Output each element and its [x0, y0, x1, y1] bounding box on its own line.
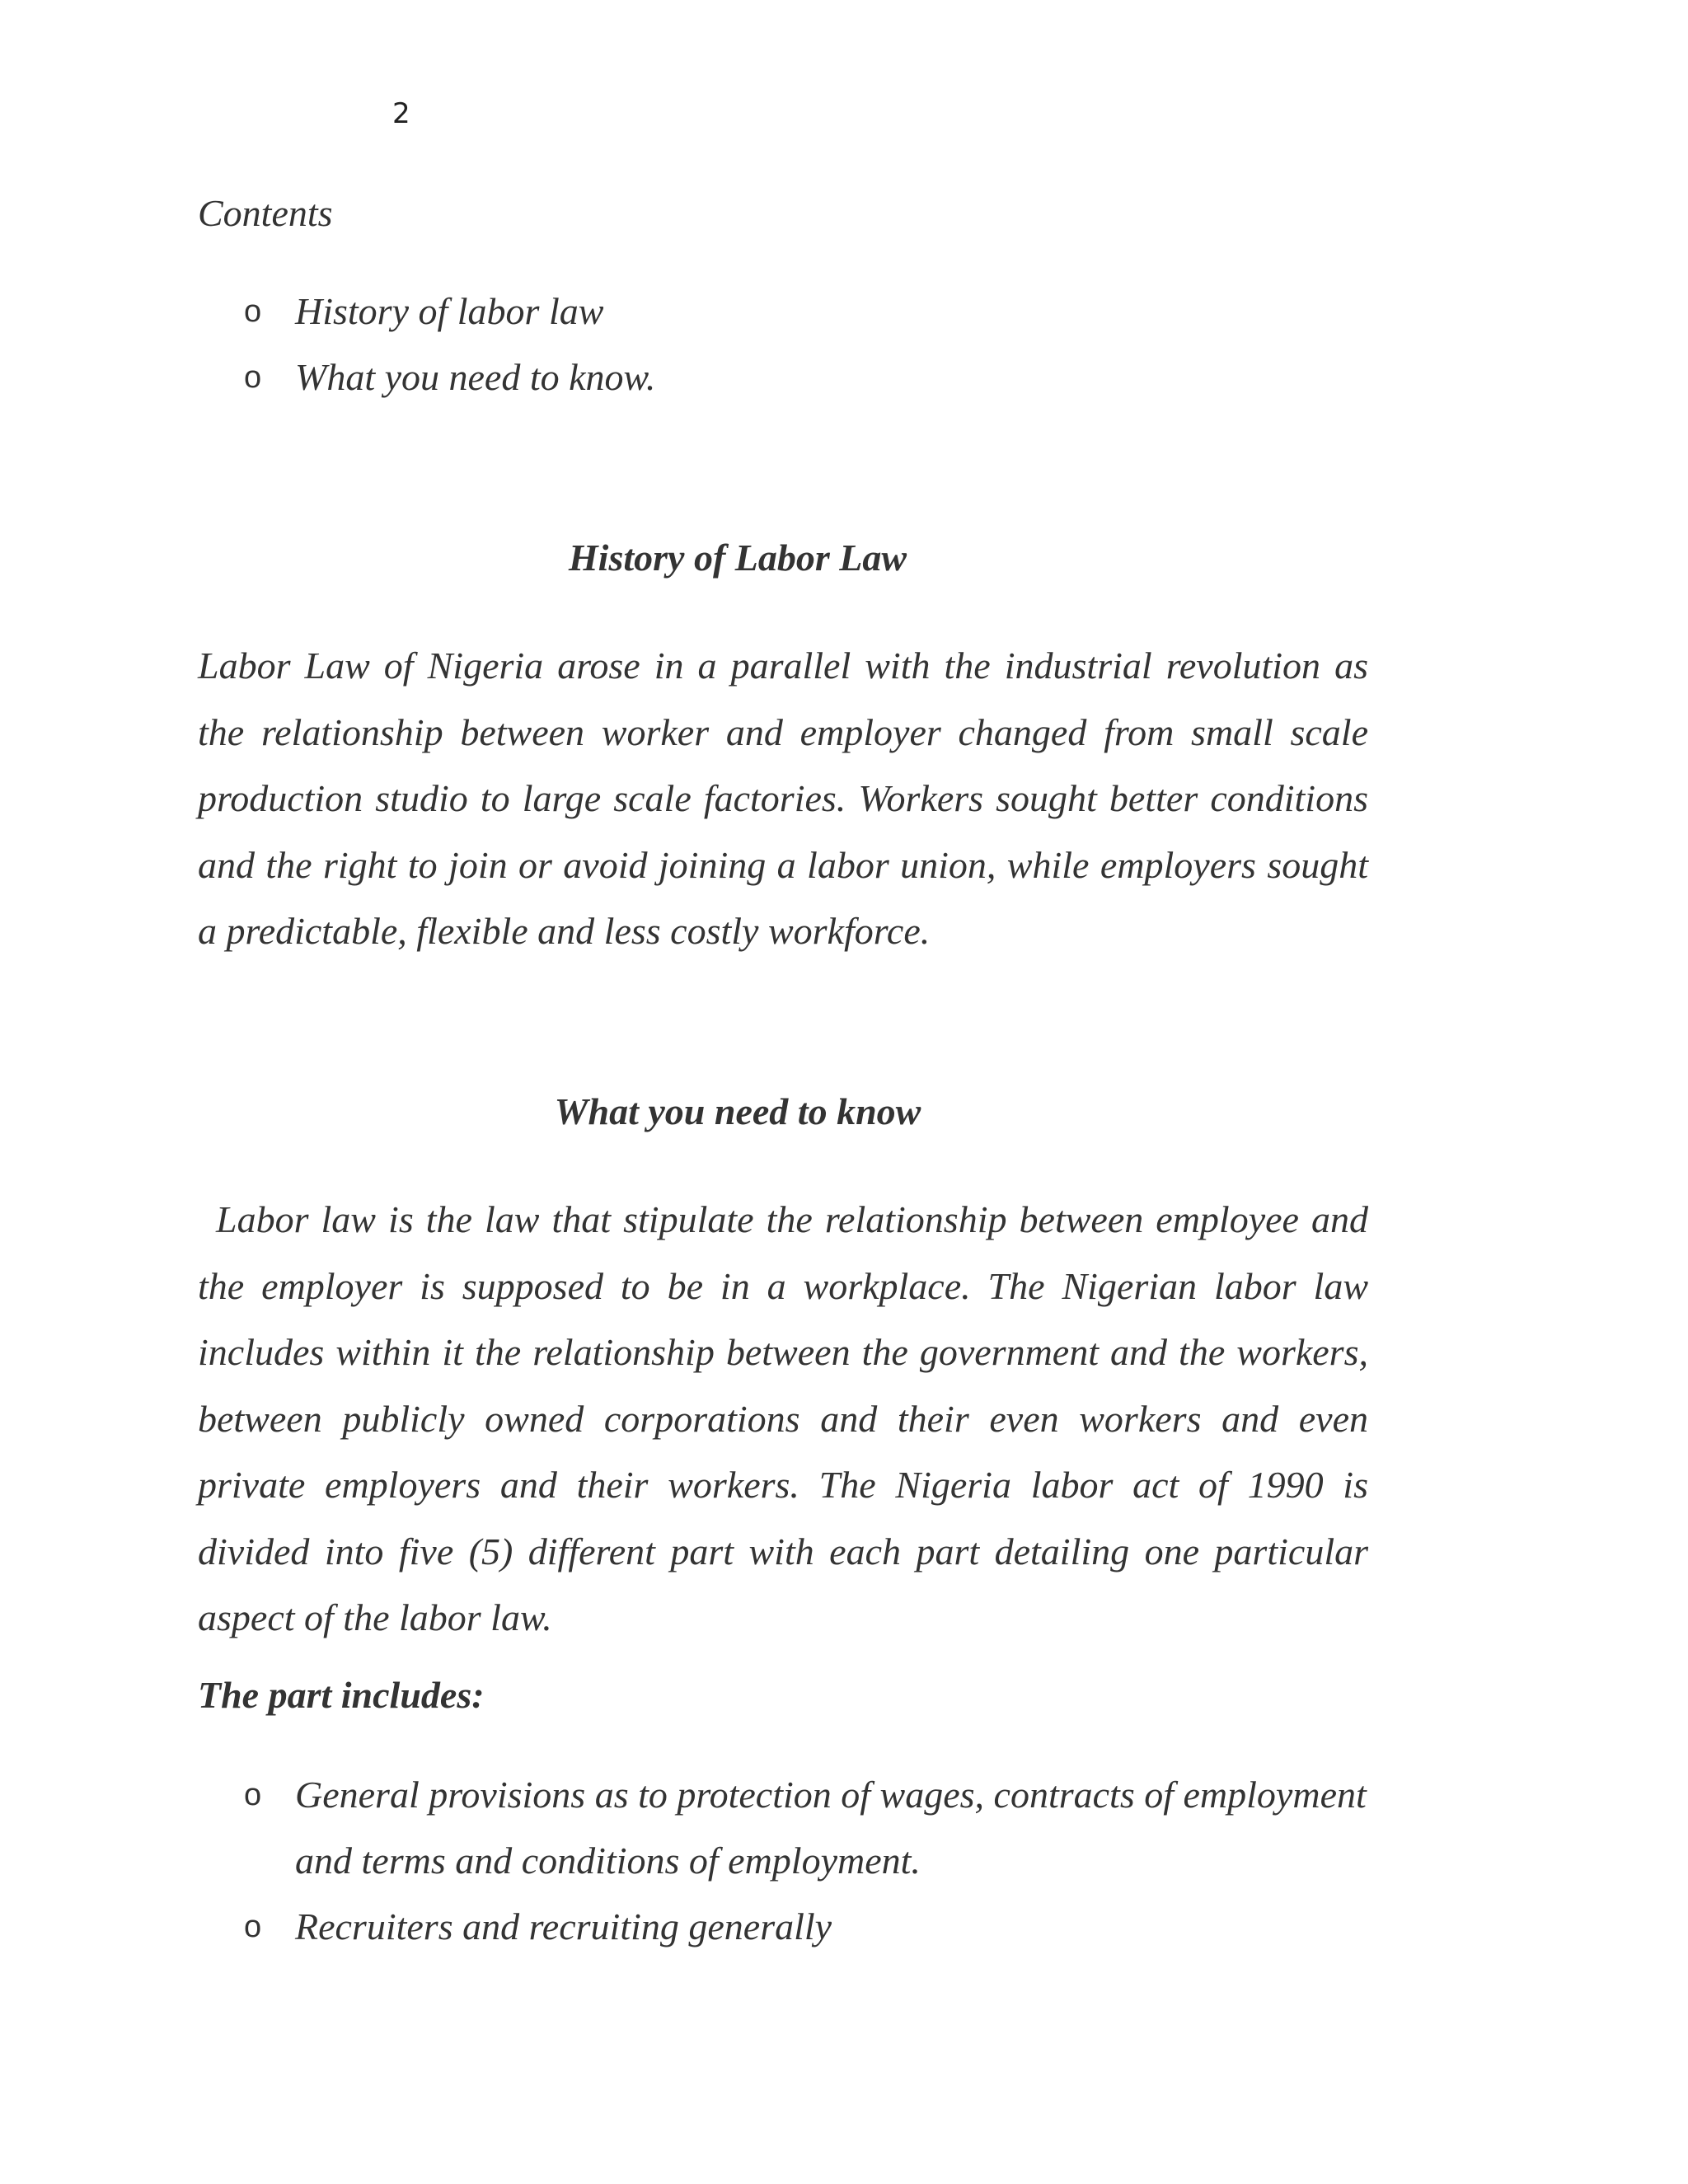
- what-you-need-to-know-heading: What you need to know: [554, 1090, 921, 1132]
- bullet-icon: o: [244, 1910, 262, 1944]
- parts-list: [198, 1762, 1385, 1960]
- what-you-need-to-know-paragraph: Labor law is the law that stipulate the relationship between employee and the employer is supposed to be in a workplace. The Nigerian labor law includes within it the relationship between the government and the workers, between publicly owned corporations and their even workers and even private employers and their workers. The Nigeria labor act of 1990 is divided into five (5) different part with each part detailing one particular aspect of the labor law.: [198, 1198, 1368, 1638]
- history-heading: History of Labor Law: [568, 537, 907, 579]
- history-paragraph: Labor Law of Nigeria arose in a parallel with the industrial revolution as the relationship between worker and employer changed from small scale production studio to large scale factories. Workers sought better conditions and the right to join or avoid joining a labor union, while employers sought a predictable, flexible and less costly workforce.: [198, 644, 1368, 952]
- bullet-icon: o: [244, 1778, 262, 1812]
- contents-item-what-to-know: [198, 344, 1352, 410]
- bullet-icon: o: [244, 360, 262, 395]
- bullet-icon: o: [244, 294, 262, 329]
- contents-item-label: What you need to know.: [295, 356, 656, 398]
- contents-list: [198, 279, 1352, 410]
- contents-item-history: [198, 279, 1352, 344]
- page-number: 2: [392, 97, 410, 130]
- parts-item-label: Recruiters and recruiting generally: [295, 1905, 832, 1947]
- parts-item-label: General provisions as to protection of wages, contracts of employment and terms and conditions of employment.: [295, 1774, 1367, 1882]
- contents-heading: Contents: [198, 192, 333, 234]
- parts-heading: The part includes:: [198, 1674, 485, 1716]
- parts-item-general-provisions: [198, 1762, 1385, 1894]
- contents-item-label: History of labor law: [295, 290, 604, 332]
- parts-item-recruiters: [198, 1894, 1385, 1960]
